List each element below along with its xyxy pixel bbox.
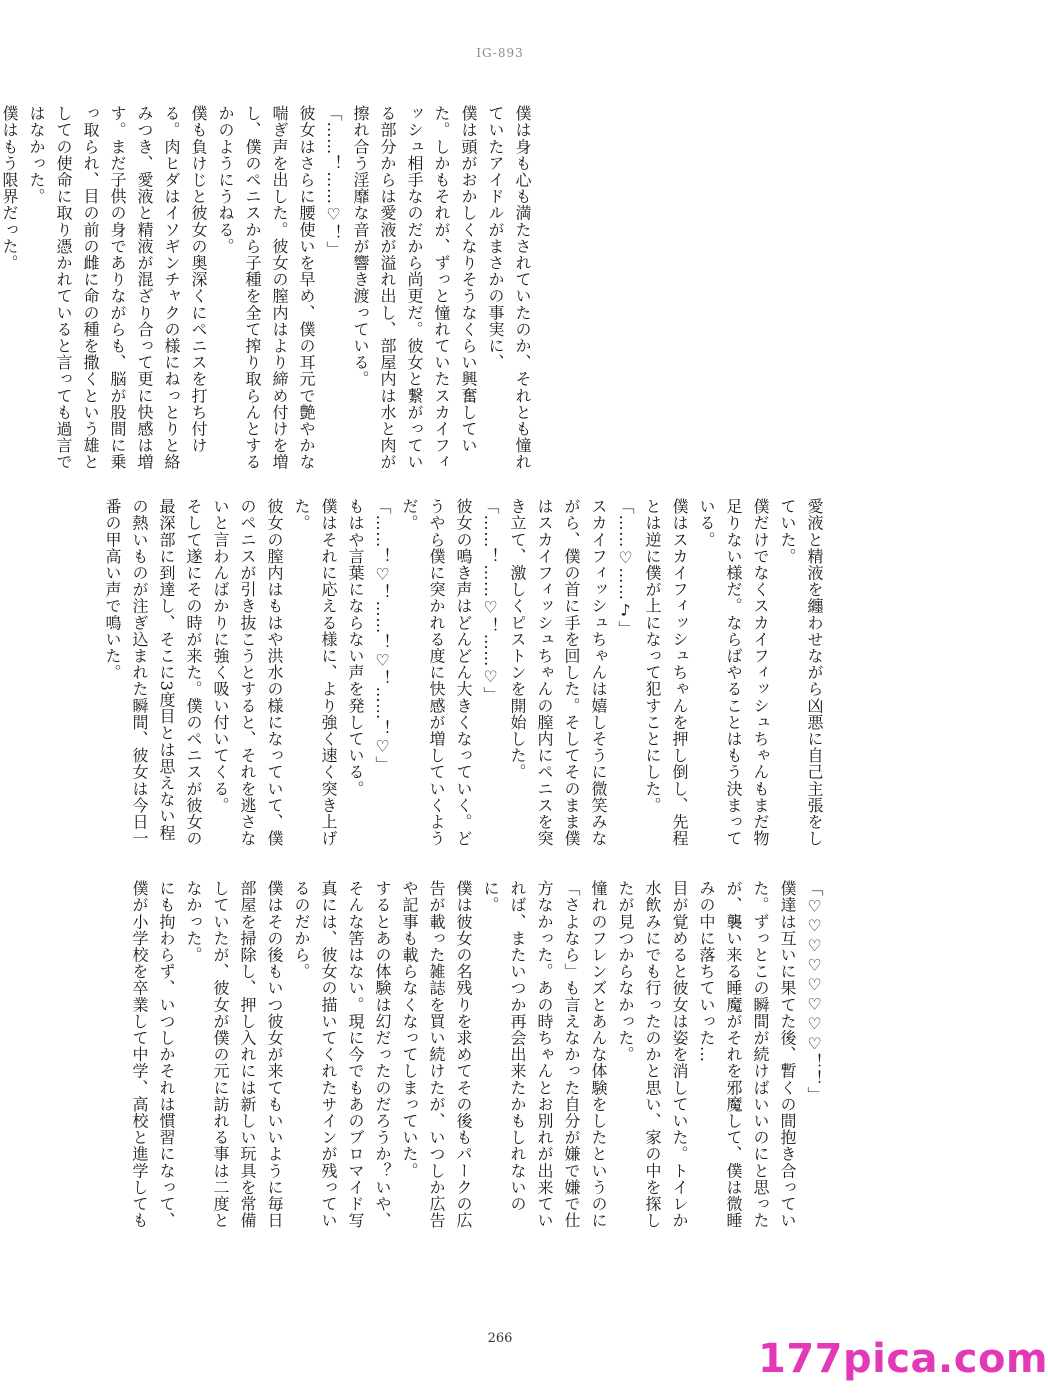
paragraph: 彼女の鳴き声はどんどん大きくなっていく。どうやら僕に突かれる度に快感が増していくようだ。: [400, 498, 473, 847]
paragraph: 僕は彼女の名残りを求めてその後もパークの広告が載った雑誌を買い続けたが、いつしか広告や記事も載らなくなってしまっていた。: [400, 880, 473, 1229]
paragraph: 「……！♡！……！♡！……！♡」: [373, 498, 392, 773]
paragraph: 僕は頭がおかしくなりそうなくらい興奮していた。しかもそれが、ずっと憧れていたスカイフィッシュ相手なのだから尚更だ。彼女と繋がっている部分からは愛液が溢れ出し、部屋内は水と肉が擦れ合う淫靡な音が響き渡っている。: [351, 105, 478, 471]
paragraph: 目が覚めると彼女は姿を消していた。トイレか水飲みにでも行ったのかと思い、家の中を探したが見つからなかった。: [616, 880, 689, 1229]
paragraph: にも拘わらず、いつしかそれは慣習になって、僕が小学校を卒業して中学、高校と進学しても: [130, 880, 176, 1229]
paragraph: 彼女の膣内はもはや洪水の様になっていて、僕のペニスが引き抜こうとすると、それを逃さないと言わんばかりに強く吸い付いてくる。: [211, 498, 284, 847]
paragraph: 憧れのフレンズとあんな体験をしたというのに「さよなら」も言えなかった自分が嫌で嫌で仕方なかった。あの時ちゃんとお別れが出来ていれば、またいつか再会出来たかもしれないのに。: [481, 880, 608, 1229]
watermark: 177pica.com: [758, 1336, 1048, 1382]
text-block-middle: [98, 498, 828, 854]
paragraph: 僕達は互いに果てた後、暫くの間抱き合っていた。ずっとこの瞬間が続けばいいのにと思ったが、襲い来る睡魔がそれを邪魔して、僕は微睡みの中に落ちていった…: [697, 880, 797, 1229]
page-number: 266: [487, 1331, 513, 1346]
paragraph: 「……！……♡！」: [324, 105, 343, 258]
text-block-bottom: [98, 880, 828, 1242]
paragraph: 「……♡……♪」: [616, 498, 635, 637]
paragraph: スカイフィッシュちゃんは嬉しそうに微笑みながら、僕の首に手を回した。そしてそのまま僕はスカイフィッシュちゃんの膣内にペニスを突き立て、激しくピストンを開始した。: [508, 498, 608, 847]
paragraph: 僕はもう限界だった。: [0, 105, 19, 271]
paragraph: 僕はそれに応える様に、より強く速く突き上げた。: [292, 498, 338, 847]
paragraph: 「♡♡♡♡♡♡♡♡！！」: [805, 880, 824, 1104]
paragraph: 僕だけでなくスカイフィッシュちゃんもまだ物足りない様だ。ならばやることはもう決まっている。: [697, 498, 770, 847]
paragraph: 僕も負けじと彼女の奥深くにペニスを打ち付ける。肉ヒダはイソギンチャクの様にねっとりと絡みつき、愛液と精液が混ざり合って更に快感は増す。まだ子供の身でありながらも、脳が股間に乗っ取られ、目の前の雌に命の種を撒くという雄としての使命に取り憑かれていると言っても過言ではなかった。: [27, 105, 208, 471]
paragraph: するとあの体験は幻だったのだろうか？いや、そんな筈はない。現に今でもあのブロマイド写真には、彼女の描いてくれたサインが残っているのだから。: [292, 880, 392, 1229]
paragraph: もはや言葉にならない声を発している。: [346, 498, 365, 797]
paragraph: 愛液と精液を纏わせながら凶悪に自己主張をしていた。: [778, 498, 824, 847]
paragraph: 僕は身も心も満たされていたのか、それとも憧れていたアイドルがまさかの事実に、: [486, 105, 532, 471]
paragraph: 僕はその後もいつ彼女が来てもいいように毎日部屋を掃除し、押し入れには新しい玩具を常備していたが、彼女が僕の元に訪れる事は二度となかった。: [184, 880, 284, 1229]
paragraph: そして遂にその時が来た。僕のペニスが彼女の最深部に到達し、そこに3度目とは思えない程の熱いものが注ぎ込まれた瞬間、彼女は今日一番の甲高い声で鳴いた。: [103, 498, 203, 847]
page-header-code: IG-893: [476, 46, 524, 60]
paragraph: 僕はスカイフィッシュちゃんを押し倒し、先程とは逆に僕が上になって犯すことにした。: [643, 498, 689, 847]
paragraph: 「……！……♡！……♡」: [481, 498, 500, 704]
paragraph: 彼女はさらに腰使いを早め、僕の耳元で艶やかな喘ぎ声を出した。彼女の膣内はより締め付けを増し、僕のペニスから子種を全て搾り取らんとするかのようにうねる。: [216, 105, 316, 471]
text-block-top: [0, 105, 536, 475]
